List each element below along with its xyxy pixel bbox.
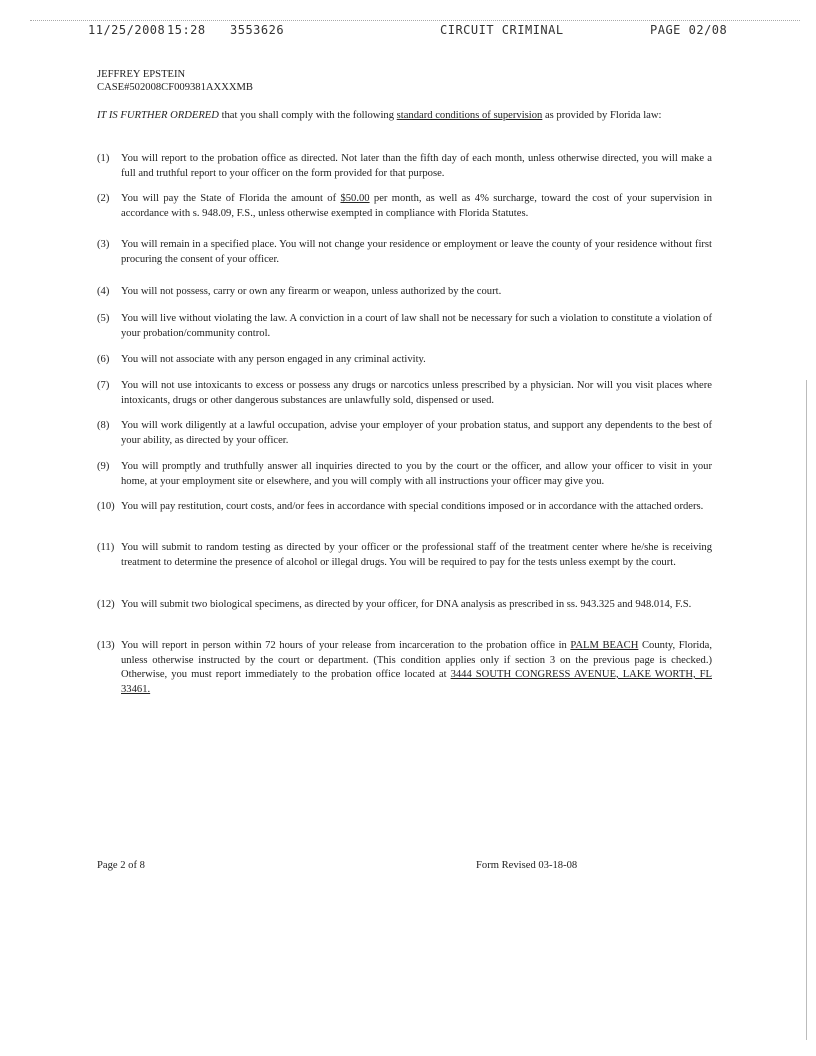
fax-dept: CIRCUIT CRIMINAL	[440, 23, 564, 37]
page-number: Page 2 of 8	[97, 860, 145, 871]
form-revision: Form Revised 03-18-08	[476, 860, 578, 871]
condition-12: (12) You will submit two biological specimens, as directed by your officer, for DNA analysis as prescribed in ss. 943.325 and 948.014, F.S.	[97, 599, 692, 610]
condition-11: (11) You will submit to random testing as directed by your officer or the professional staff of the treatment center where he/she is receiving treatment to determine the presence of alcohol or illegal drugs. You will be required to pay for the tests unless exempt by the court.	[97, 542, 712, 568]
defendant-name: JEFFREY EPSTEIN	[97, 69, 186, 80]
intro-lead: IT IS FURTHER ORDERED	[97, 110, 219, 121]
fax-number: 3553626	[230, 23, 285, 37]
intro-paragraph: IT IS FURTHER ORDERED that you shall comply with the following standard conditions of supervision as provided by Florida law:	[97, 110, 662, 121]
scan-edge	[806, 380, 807, 1040]
county-name: PALM BEACH	[570, 640, 639, 651]
condition-4: (4) You will not possess, carry or own any firearm or weapon, unless authorized by the court.	[97, 286, 502, 297]
condition-10: (10) You will pay restitution, court costs, and/or fees in accordance with special conditions imposed or in accordance with the attached orders.	[97, 501, 704, 512]
condition-9: (9) You will promptly and truthfully answer all inquiries directed to you by the court or the officer, and allow your officer to visit in your home, at your employment site or elsewhere, and you will comply with all instructions your officer may give you.	[97, 461, 712, 487]
supervision-amount: $50.00	[340, 193, 370, 204]
condition-6: (6) You will not associate with any person engaged in any criminal activity.	[97, 354, 426, 365]
fax-divider	[30, 20, 800, 21]
case-number: CASE#502008CF009381AXXXMB	[97, 82, 253, 93]
condition-8: (8) You will work diligently at a lawful occupation, advise your employer of your probation status, and support any dependents to the best of your ability, as directed by your officer.	[97, 420, 712, 446]
condition-13: (13) You will report in person within 72 hours of your release from incarceration to the probation office in PALM BEACH County, Florida, unless otherwise instructed by the court or department. (This condition applies only if section 3 on the previous page is checked.) Otherwise, you must report immediately to the probation office located at 3444 SOUTH CONGRESS AVENUE, LAKE WORTH, FL 33461.	[97, 640, 712, 695]
probation-office-address: 3444 SOUTH CONGRESS AVENUE, LAKE WORTH, FL 33461.	[121, 669, 712, 695]
fax-date: 11/25/2008	[88, 23, 166, 37]
condition-5: (5) You will live without violating the law. A conviction in a court of law shall not be necessary for such a violation to constitute a violation of your probation/community control.	[97, 313, 712, 339]
condition-2: (2) You will pay the State of Florida the amount of $50.00 per month, as well as 4% surcharge, toward the cost of your supervision in accordance with s. 948.09, F.S., unless otherwise exempted in compliance with Florida Statutes.	[97, 193, 712, 219]
condition-7: (7) You will not use intoxicants to excess or possess any drugs or narcotics unless prescribed by a physician. Nor will you visit places where intoxicants, drugs or other dangerous substances are unlawfully sold, dispensed or used.	[97, 380, 712, 406]
condition-1: (1) You will report to the probation office as directed. Not later than the fifth day of each month, unless otherwise directed, you will make a full and truthful report to your officer on the form provided for that purpose.	[97, 153, 712, 179]
fax-page: PAGE 02/08	[650, 23, 728, 37]
fax-time: 15:28	[167, 23, 206, 37]
condition-3: (3) You will remain in a specified place. You will not change your residence or employment or leave the county of your residence without first procuring the consent of your officer.	[97, 239, 712, 265]
